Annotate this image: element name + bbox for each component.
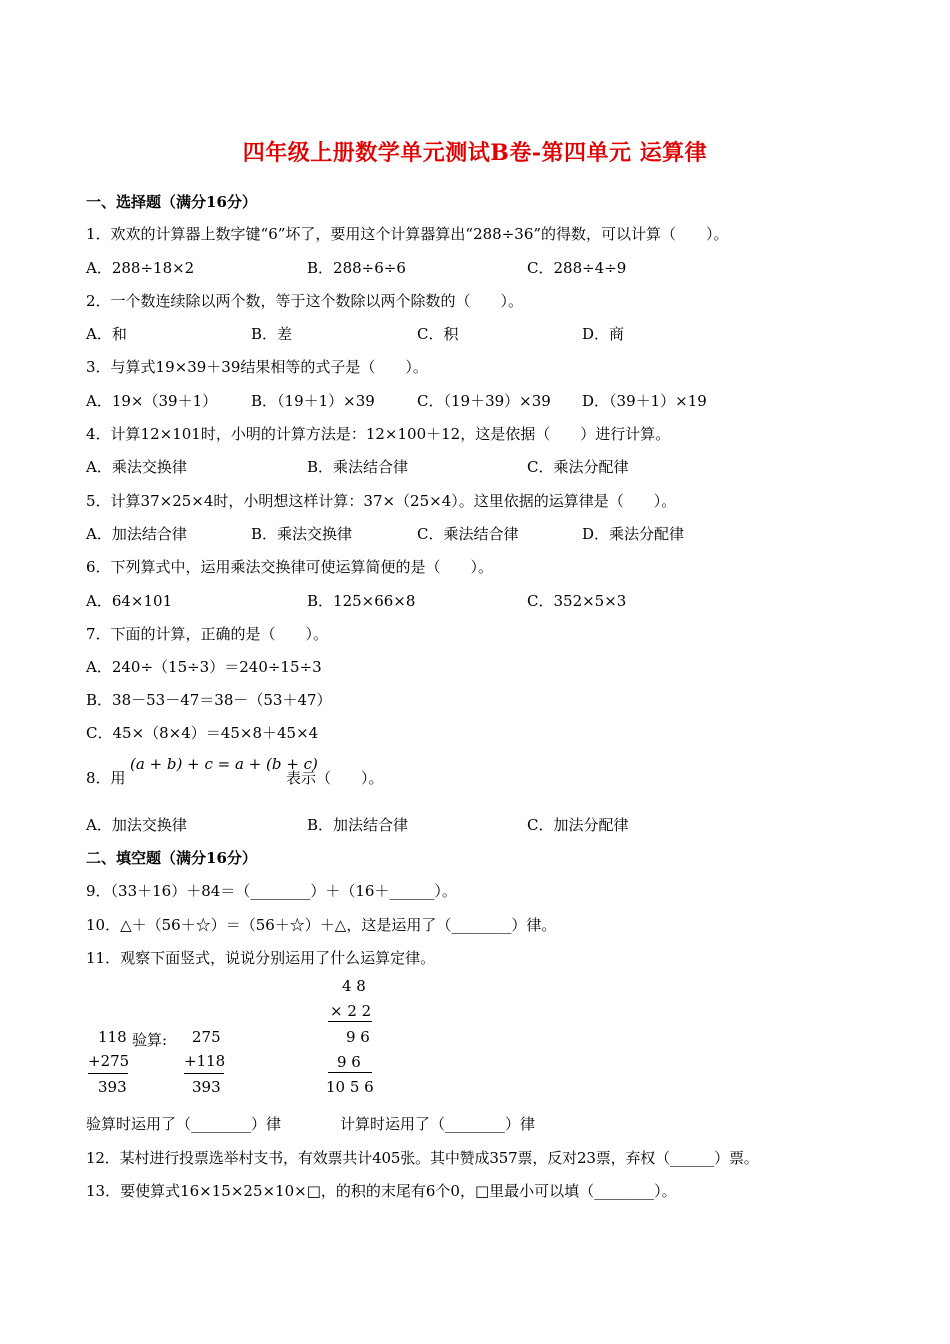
question-5: 5．计算37×25×4时，小明想这样计算：37×（25×4）。这里依据的运算律是（ ）。 [86, 492, 677, 510]
q5-option-c: C．乘法结合律 [417, 525, 519, 543]
question-1: 1．欢欢的计算器上数字键“6”坏了，要用这个计算器算出“288÷36”的得数，可以计算（ ）。 [86, 225, 729, 243]
q7-option-b: B．38－53－47＝38－（53＋47） [86, 691, 332, 709]
q13-blank[interactable]: ________ [594, 1182, 655, 1200]
q10-text-1: 10．△＋（56＋☆）＝（56＋☆）＋△，这是运用了（ [86, 916, 452, 934]
section-heading-fill: 二、填空题（满分16分） [86, 849, 257, 867]
q11-answer-1 [86, 1113, 281, 1134]
mul-row-2: × 2 2 [330, 1002, 372, 1020]
question-3: 3．与算式19×39＋39结果相等的式子是（ ）。 [86, 358, 428, 376]
q9-blank-2[interactable]: ______ [389, 882, 435, 900]
add1-result: 393 [98, 1078, 127, 1096]
q13-text-1: 13．要使算式16×15×25×10×□，的积的末尾有6个0，□里最小可以填（ [86, 1182, 595, 1200]
q2-option-b: B．差 [251, 325, 293, 343]
page-title: 四年级上册数学单元测试B卷-第四单元 运算律 [242, 140, 708, 166]
mul-rule-1 [328, 1021, 372, 1022]
q6-option-a: A．64×101 [86, 592, 173, 610]
q10-text-2: ）律。 [511, 916, 557, 934]
q6-option-c: C．352×5×3 [527, 592, 627, 610]
mul-row-1: 4 8 [342, 977, 366, 995]
q12-text-1: 12．某村进行投票选举村支书，有效票共计405张。其中赞成357票，反对23票，弃权（ [86, 1149, 670, 1167]
q8-option-b: B．加法结合律 [307, 816, 409, 834]
mul-result: 10 5 6 [326, 1078, 374, 1096]
q9-blank-1[interactable]: ________ [250, 882, 311, 900]
q8-prefix: 8．用 [86, 769, 126, 787]
q11-ans1-text-2: ）律 [251, 1115, 282, 1133]
q1-option-b: B．288÷6÷6 [307, 259, 406, 277]
mul-rule-2 [328, 1072, 372, 1073]
q2-option-c: C．积 [417, 325, 459, 343]
q12-blank[interactable]: ______ [670, 1149, 715, 1167]
q6-option-b: B．125×66×8 [307, 592, 416, 610]
q5-option-b: B．乘法交换律 [251, 525, 353, 543]
q1-option-a: A．288÷18×2 [86, 259, 195, 277]
question-12 [86, 1147, 759, 1168]
add2-mid: +118 [184, 1052, 226, 1070]
q2-option-a: A．和 [86, 325, 127, 343]
q13-text-2: ）。 [654, 1182, 677, 1200]
question-7: 7．下面的计算，正确的是（ ）。 [86, 625, 329, 643]
q3-option-b: B．（19＋1）×39 [251, 392, 375, 410]
q8-option-c: C．加法分配律 [527, 816, 629, 834]
add1-mid: +275 [88, 1052, 130, 1070]
q3-option-c: C．（19＋39）×39 [417, 392, 551, 410]
q5-option-d: D．乘法分配律 [582, 525, 685, 543]
q7-option-a: A．240÷（15÷3）＝240÷15÷3 [86, 658, 322, 676]
q9-text-3: ）。 [434, 882, 457, 900]
q12-text-2: ）票。 [714, 1149, 759, 1167]
question-13 [86, 1180, 677, 1201]
q11-ans2-text-2: ）律 [505, 1115, 536, 1133]
q11-answer-2 [340, 1113, 535, 1134]
question-10 [86, 914, 556, 935]
question-4: 4．计算12×101时，小明的计算方法是：12×100＋12，这是依据（ ）进行计算。 [86, 425, 671, 443]
question-2: 2．一个数连续除以两个数，等于这个数除以两个除数的（ ）。 [86, 292, 524, 310]
add1-top: 118 [98, 1028, 127, 1046]
question-9 [86, 880, 457, 901]
q11-ans1-text-1: 验算时运用了（ [86, 1115, 192, 1133]
check-label: 验算: [132, 1031, 168, 1049]
q4-option-a: A．乘法交换律 [86, 458, 187, 476]
question-11: 11．观察下面竖式，说说分别运用了什么运算定律。 [86, 949, 436, 967]
add2-result: 393 [192, 1078, 221, 1096]
q3-option-a: A．19×（39＋1） [86, 392, 218, 410]
q9-text-1: 9．（33＋16）＋84＝（ [86, 882, 251, 900]
q8-suffix: 表示（ ）。 [286, 769, 384, 787]
q1-option-c: C．288÷4÷9 [527, 259, 627, 277]
q11-ans2-blank[interactable]: ________ [445, 1115, 506, 1133]
add1-rule [88, 1073, 128, 1074]
q4-option-c: C．乘法分配律 [527, 458, 629, 476]
q5-option-a: A．加法结合律 [86, 525, 187, 543]
q8-formula: (a + b) + c = a + (b + c) [130, 755, 318, 773]
q11-ans2-text-1: 计算时运用了（ [340, 1115, 446, 1133]
q2-option-d: D．商 [582, 325, 625, 343]
q10-blank[interactable]: ________ [451, 916, 512, 934]
q8-option-a: A．加法交换律 [86, 816, 187, 834]
q9-text-2: ）＋（16＋ [310, 882, 390, 900]
mul-row-4: 9 6 [337, 1053, 361, 1071]
add2-rule [184, 1073, 224, 1074]
q3-option-d: D．（39＋1）×19 [582, 392, 707, 410]
section-heading-choice: 一、选择题（满分16分） [86, 193, 257, 211]
q4-option-b: B．乘法结合律 [307, 458, 409, 476]
mul-row-3: 9 6 [346, 1028, 370, 1046]
q11-ans1-blank[interactable]: ________ [191, 1115, 252, 1133]
question-6: 6．下列算式中，运用乘法交换律可使运算简便的是（ ）。 [86, 558, 494, 576]
add2-top: 275 [192, 1028, 221, 1046]
q7-option-c: C．45×（8×4）＝45×8＋45×4 [86, 724, 319, 742]
